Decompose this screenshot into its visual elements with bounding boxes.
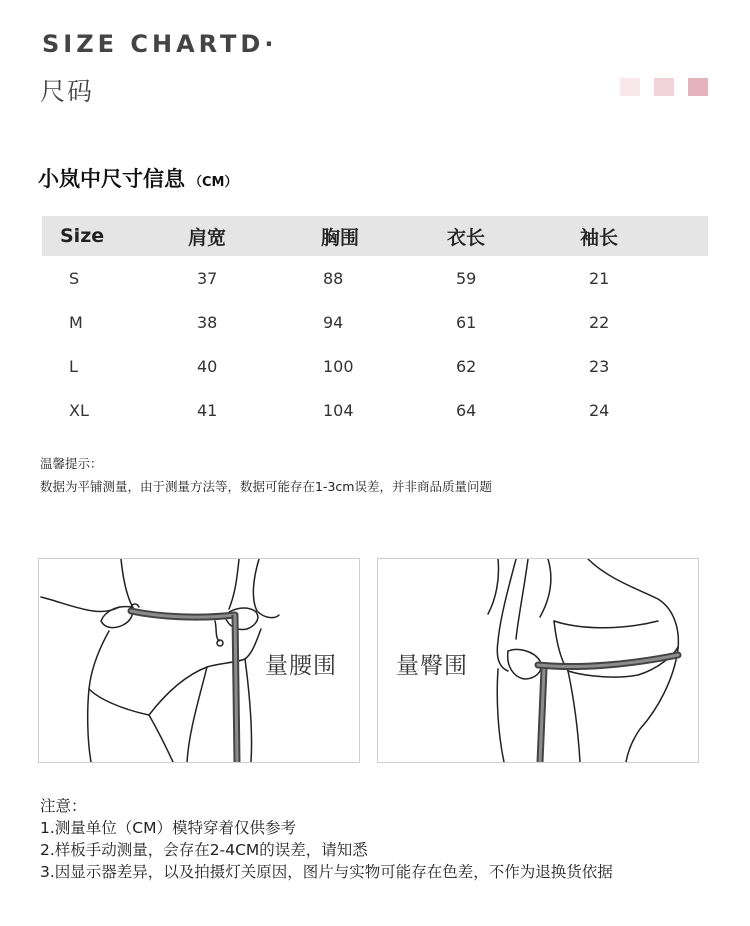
notes-item: 1.测量单位（CM）模特穿着仅供参考 bbox=[40, 819, 296, 837]
cell-size: M bbox=[69, 312, 83, 332]
notes-item: 2.样板手动测量，会存在2-4CM的误差，请知悉 bbox=[40, 841, 368, 859]
size-table bbox=[42, 216, 708, 432]
cell-chest: 94 bbox=[323, 312, 344, 332]
cell-length: 61 bbox=[456, 312, 477, 332]
hip-measure-panel bbox=[377, 558, 699, 763]
tips-text: 数据为平铺测量，由于测量方法等，数据可能存在1-3cm误差，并非商品质量问题 bbox=[40, 479, 492, 494]
header-size: Size bbox=[60, 225, 105, 247]
cell-length: 62 bbox=[456, 356, 477, 376]
cell-shoulder: 37 bbox=[197, 268, 218, 288]
swatch-medium bbox=[654, 78, 674, 96]
table-header-row bbox=[42, 216, 708, 256]
cell-chest: 88 bbox=[323, 268, 344, 288]
waist-measure-label: 量腰围 bbox=[265, 653, 337, 679]
cell-length: 64 bbox=[456, 400, 477, 420]
hip-measure-label: 量臀围 bbox=[396, 653, 468, 679]
waist-measure-panel bbox=[38, 558, 360, 763]
swatch-light bbox=[620, 78, 640, 96]
notes-heading: 注意： bbox=[40, 797, 87, 815]
tips-block bbox=[40, 452, 492, 498]
cell-shoulder: 38 bbox=[197, 312, 218, 332]
cell-size: S bbox=[69, 268, 80, 288]
table-row bbox=[42, 388, 708, 432]
color-swatches bbox=[620, 78, 708, 96]
table-row bbox=[42, 256, 708, 300]
cell-sleeve: 24 bbox=[589, 400, 610, 420]
header-length: 衣长 bbox=[447, 226, 486, 249]
cell-sleeve: 21 bbox=[589, 268, 610, 288]
notes-block bbox=[40, 795, 613, 883]
page-title: SIZE CHARTD· bbox=[42, 30, 278, 58]
cell-chest: 100 bbox=[323, 356, 354, 376]
cell-chest: 104 bbox=[323, 400, 354, 420]
cell-shoulder: 41 bbox=[197, 400, 218, 420]
cell-shoulder: 40 bbox=[197, 356, 218, 376]
cell-length: 59 bbox=[456, 268, 477, 288]
table-row bbox=[42, 344, 708, 388]
header-shoulder: 肩宽 bbox=[188, 226, 227, 249]
notes-item: 3.因显示器差异，以及拍摄灯关原因，图片与实物可能存在色差，不作为退换货依据 bbox=[40, 863, 613, 881]
table-row bbox=[42, 300, 708, 344]
tips-heading: 温馨提示： bbox=[40, 456, 103, 471]
header-sleeve: 袖长 bbox=[580, 226, 619, 249]
section-title-text: 小岚中尺寸信息 bbox=[38, 167, 185, 191]
section-title bbox=[38, 163, 237, 193]
page-subtitle: 尺码 bbox=[40, 77, 95, 106]
cell-size: L bbox=[69, 356, 78, 376]
cell-size: XL bbox=[69, 400, 89, 420]
header-chest: 胸围 bbox=[321, 226, 360, 249]
swatch-dark bbox=[688, 78, 708, 96]
cell-sleeve: 22 bbox=[589, 312, 610, 332]
section-unit: （CM） bbox=[189, 175, 238, 190]
cell-sleeve: 23 bbox=[589, 356, 610, 376]
